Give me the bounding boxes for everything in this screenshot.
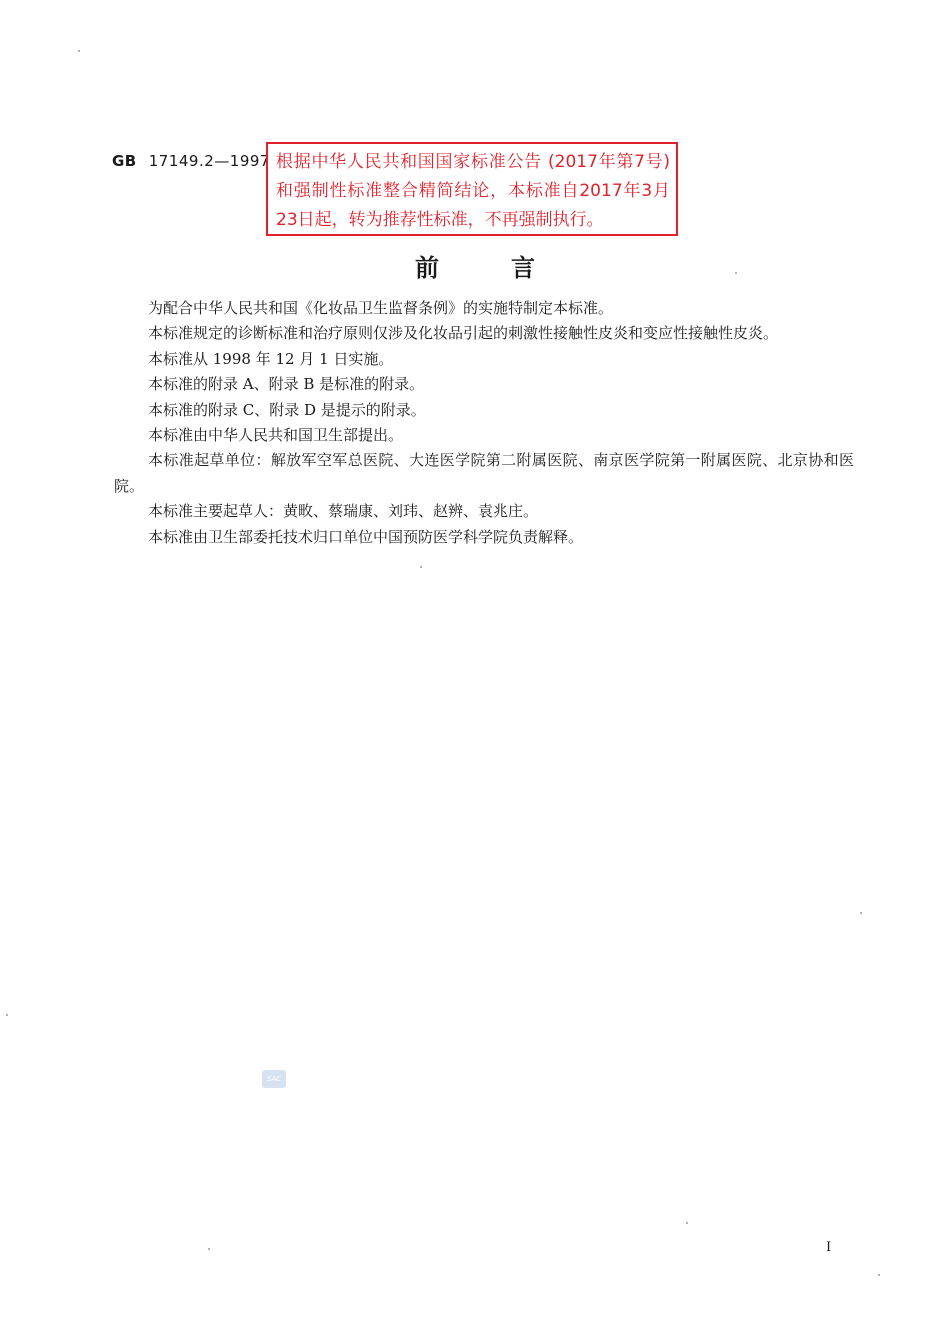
foreword-paragraph: 本标准从 1998 年 12 月 1 日实施。 <box>148 349 394 368</box>
standard-number: 17149.2—1997 <box>148 152 270 170</box>
scan-speck <box>686 1222 688 1224</box>
standard-prefix: GB <box>112 152 137 170</box>
page-number: I <box>826 1240 832 1255</box>
standard-code <box>112 152 270 170</box>
scan-speck <box>735 272 737 274</box>
foreword-paragraph: 本标准的附录 C、附录 D 是提示的附录。 <box>148 400 426 419</box>
scan-speck <box>6 1014 8 1016</box>
foreword-body <box>114 296 854 550</box>
foreword-paragraph: 本标准规定的诊断标准和治疗原则仅涉及化妆品引起的刺激性接触性皮炎和变应性接触性皮炎。 <box>148 324 779 343</box>
scan-speck <box>420 566 422 568</box>
scan-speck <box>860 912 862 914</box>
foreword-paragraph: 本标准由卫生部委托技术归口单位中国预防医学科学院负责解释。 <box>148 527 584 546</box>
foreword-paragraph: 本标准由中华人民共和国卫生部提出。 <box>148 426 404 445</box>
foreword-paragraph: 为配合中华人民共和国《化妆品卫生监督条例》的实施特制定本标准。 <box>148 299 614 317</box>
watermark-logo-icon: SAC <box>262 1070 286 1088</box>
scan-speck <box>208 1248 210 1250</box>
foreword-paragraph: 本标准主要起草人：黄畋、蔡瑞康、刘玮、赵辨、袁兆庄。 <box>148 502 539 521</box>
status-notice: 根据中华人民共和国国家标准公告 (2017年第7号) 和强制性标准整合精简结论，本标准自2017年3月23日起，转为推荐性标准，不再强制执行。 <box>266 142 678 236</box>
page-title: 前言 <box>415 254 607 282</box>
foreword-paragraph: 本标准的附录 A、附录 B 是标准的附录。 <box>148 375 425 394</box>
foreword-paragraph: 本标准起草单位：解放军空军总医院、大连医学院第二附属医院、南京医学院第一附属医院、北京协和医院。 <box>114 451 854 495</box>
scan-speck <box>78 50 80 52</box>
scan-speck <box>878 1274 880 1276</box>
